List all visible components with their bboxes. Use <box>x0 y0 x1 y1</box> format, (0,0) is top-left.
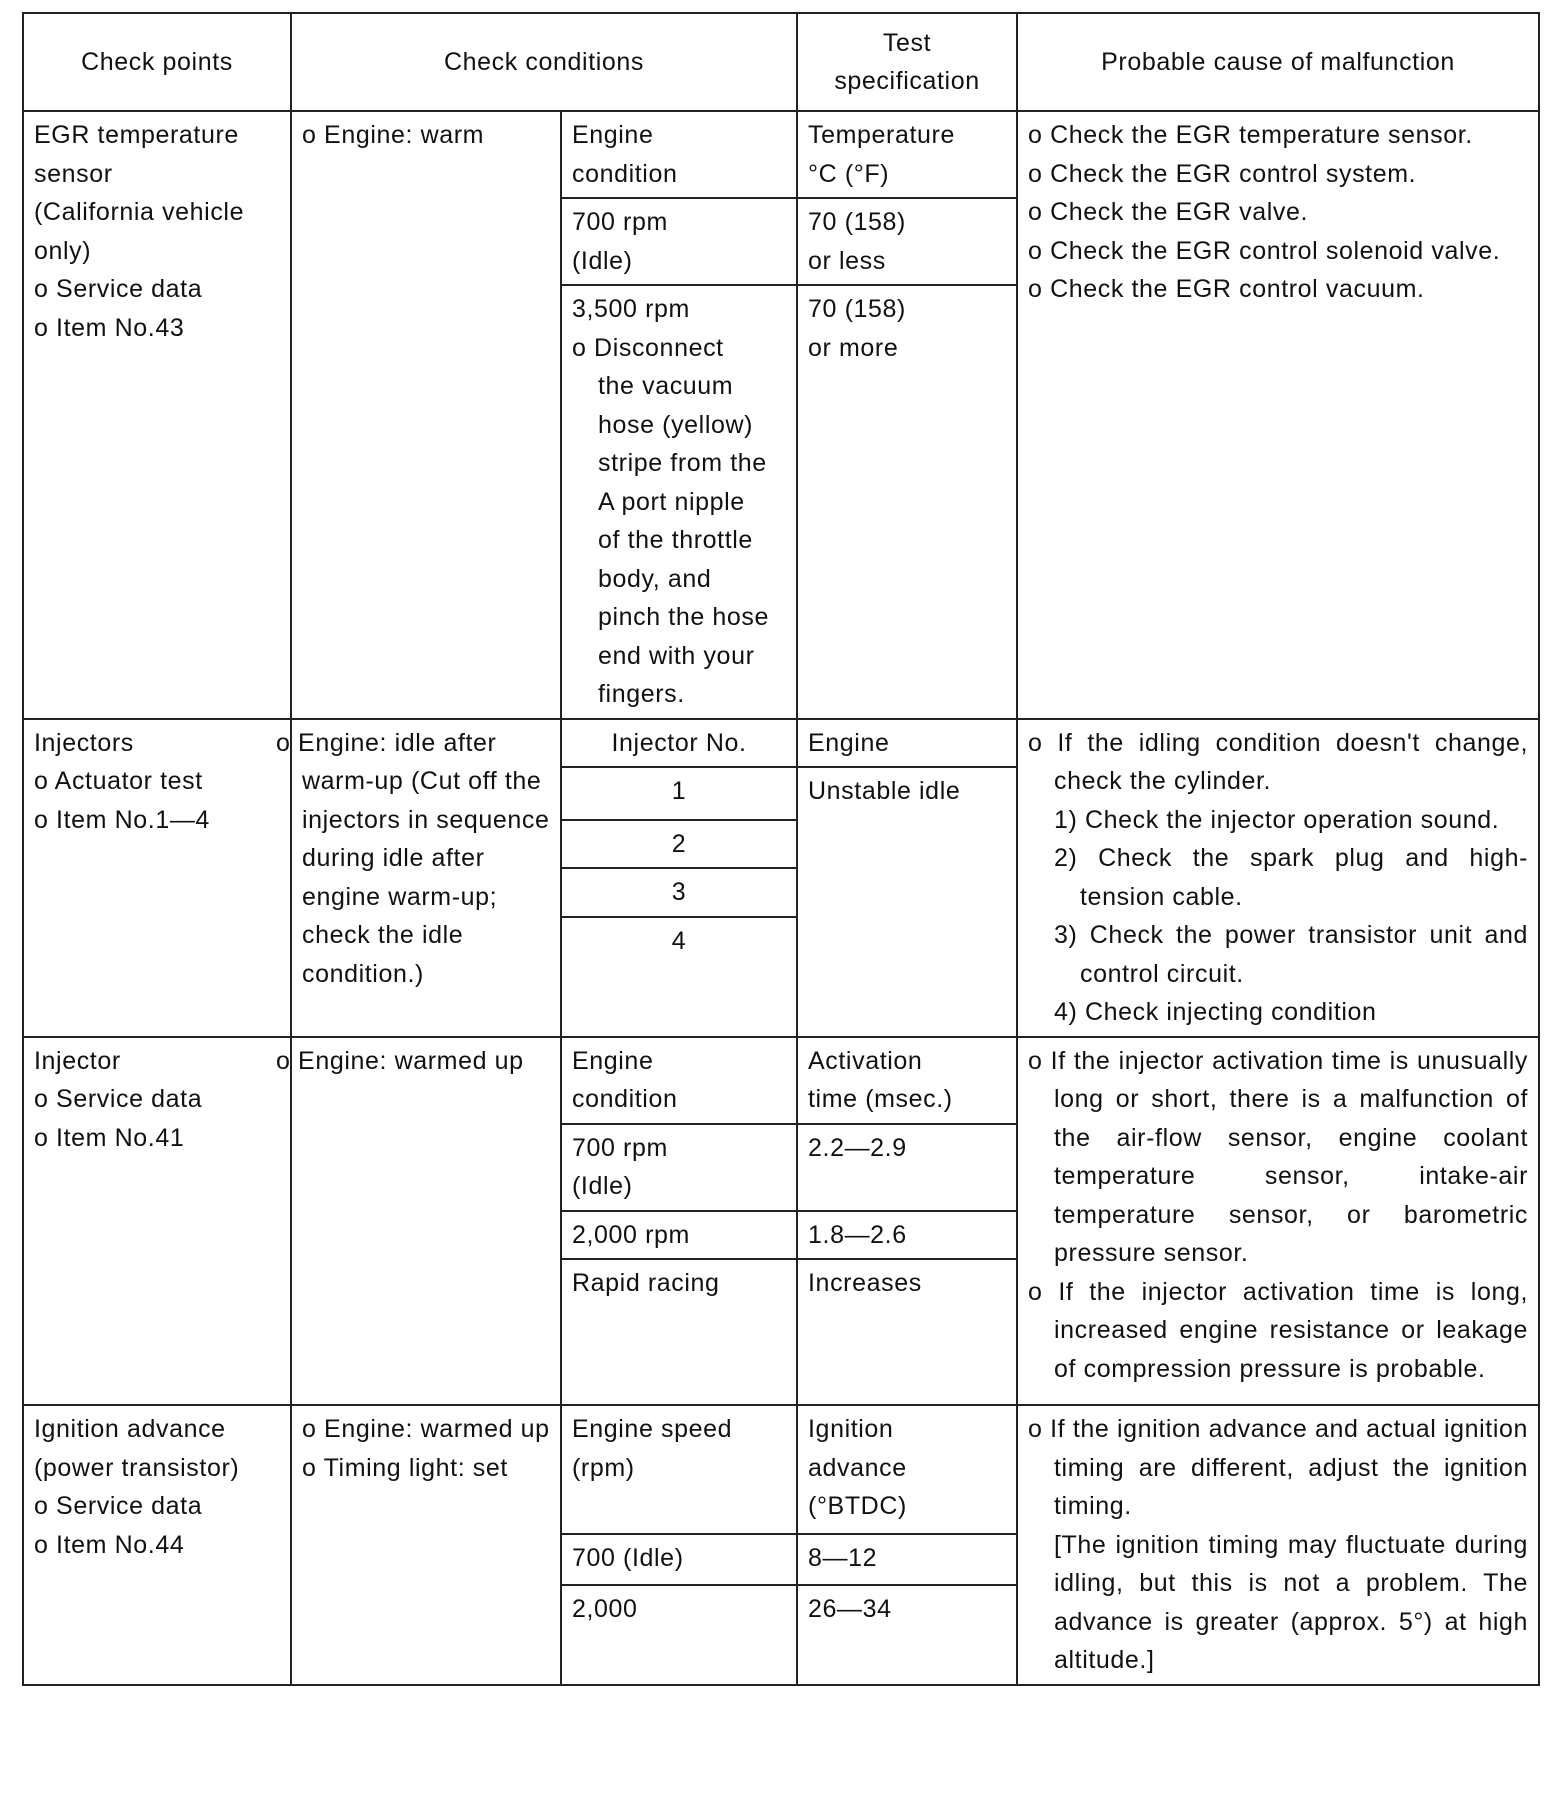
injector-spec-header: Activation time (msec.) <box>797 1037 1017 1124</box>
injector-check-point: Injector o Service data o Item No.41 <box>23 1037 291 1406</box>
ignition-condition-item: o Engine: warmed up <box>302 1415 550 1443</box>
ignition-idle-condition: 700 (Idle) <box>561 1534 797 1584</box>
ignition-spec-header: Ignition advance (°BTDC) <box>797 1405 1017 1534</box>
injectors-condition: o Engine: idle after warm-up (Cut off the injectors in sequence during idle after engine warm-up; check the idle condition.) <box>291 719 561 1037</box>
specification-table <box>22 12 1540 1686</box>
header-probable-cause: Probable cause of malfunction <box>1017 13 1539 111</box>
injector-sub-header: Engine condition <box>561 1037 797 1124</box>
injector-idle-spec: 2.2—2.9 <box>797 1124 1017 1211</box>
egr-check-point: EGR temperature sensor (California vehicle only) o Service data o Item No.43 <box>23 111 291 719</box>
injector-condition: o Engine: warmed up <box>291 1037 561 1406</box>
header-row <box>23 13 1539 111</box>
egr-condition: o Engine: warm <box>291 111 561 719</box>
injectors-cause-item: 1) Check the injector operation sound. <box>1054 805 1500 834</box>
injector-number: 1 <box>561 767 797 820</box>
header-check-conditions: Check conditions <box>291 13 797 111</box>
egr-cause-item: o Check the EGR control solenoid valve. <box>1028 236 1501 265</box>
ignition-sub-header: Engine speed (rpm) <box>561 1405 797 1534</box>
ignition-2000-condition: 2,000 <box>561 1585 797 1685</box>
ignition-cause-note: [The ignition timing may fluctuate during idling, but this is not a problem. The advance is greater (approx. 5°) at high altitude.] <box>1054 1530 1529 1674</box>
ignition-idle-spec: 8—12 <box>797 1534 1017 1584</box>
injector-causes <box>1017 1037 1539 1406</box>
injectors-causes <box>1017 719 1539 1037</box>
egr-idle-condition: 700 rpm (Idle) <box>561 198 797 285</box>
header-test-specification: Test specification <box>797 13 1017 111</box>
injector-number: 3 <box>561 868 797 917</box>
injector-number: 4 <box>561 917 797 1037</box>
injector-racing-condition: Rapid racing <box>561 1259 797 1405</box>
egr-3500-note: o Disconnect the vacuum hose (yellow) stripe from the A port nipple of the throttle body, and pinch the hose end with your fingers. <box>572 333 770 708</box>
egr-cause-item: o Check the EGR valve. <box>1028 198 1309 226</box>
injector-idle-condition: 700 rpm (Idle) <box>561 1124 797 1211</box>
injector-2000-spec: 1.8—2.6 <box>797 1211 1017 1260</box>
egr-3500-label: 3,500 rpm <box>572 295 690 323</box>
egr-row-header <box>23 111 1539 198</box>
injector-number: 2 <box>561 820 797 869</box>
egr-3500-condition <box>561 285 797 719</box>
injectors-check-point: Injectors o Actuator test o Item No.1—4 <box>23 719 291 1037</box>
injectors-cause-item: 4) Check injecting condition <box>1054 998 1377 1026</box>
ignition-condition-item: o Timing light: set <box>302 1453 508 1482</box>
injectors-spec: Unstable idle <box>797 767 1017 1037</box>
egr-cause-item: o Check the EGR temperature sensor. <box>1028 121 1473 149</box>
injectors-row-header <box>23 719 1539 768</box>
ignition-check-point: Ignition advance (power transistor) o Service data o Item No.44 <box>23 1405 291 1685</box>
injectors-cause-intro: o If the idling condition doesn't change, check the cylinder. <box>1028 728 1529 795</box>
injectors-cause-item: 2) Check the spark plug and high-tension cable. <box>1054 844 1529 911</box>
egr-idle-spec: 70 (158) or less <box>797 198 1017 285</box>
injectors-sub-header: Injector No. <box>561 719 797 768</box>
ignition-causes <box>1017 1405 1539 1685</box>
injectors-spec-header: Engine <box>797 719 1017 768</box>
ignition-cause-item: o If the ignition advance and actual ignition timing are different, adjust the ignition timing. <box>1028 1415 1529 1520</box>
injector-2000-condition: 2,000 rpm <box>561 1211 797 1260</box>
egr-3500-spec: 70 (158) or more <box>797 285 1017 719</box>
injector-cause-item: o If the injector activation time is long, increased engine resistance or leakage of compression pressure is probable. <box>1028 1277 1529 1383</box>
egr-causes <box>1017 111 1539 719</box>
injector-cause-item: o If the injector activation time is unusually long or short, there is a malfunction of the air-flow sensor, engine coolant temperature sensor, intake-air temperature sensor, or barometric pressure sensor. <box>1028 1046 1529 1267</box>
header-check-points: Check points <box>23 13 291 111</box>
egr-cause-item: o Check the EGR control system. <box>1028 159 1417 188</box>
injector-racing-spec: Increases <box>797 1259 1017 1405</box>
ignition-conditions <box>291 1405 561 1685</box>
injectors-cause-item: 3) Check the power transistor unit and control circuit. <box>1054 921 1529 988</box>
egr-cause-item: o Check the EGR control vacuum. <box>1028 275 1425 303</box>
ignition-row-header <box>23 1405 1539 1534</box>
egr-spec-header: Temperature °C (°F) <box>797 111 1017 198</box>
ignition-2000-spec: 26—34 <box>797 1585 1017 1685</box>
egr-sub-header: Engine condition <box>561 111 797 198</box>
injector-row-header <box>23 1037 1539 1124</box>
